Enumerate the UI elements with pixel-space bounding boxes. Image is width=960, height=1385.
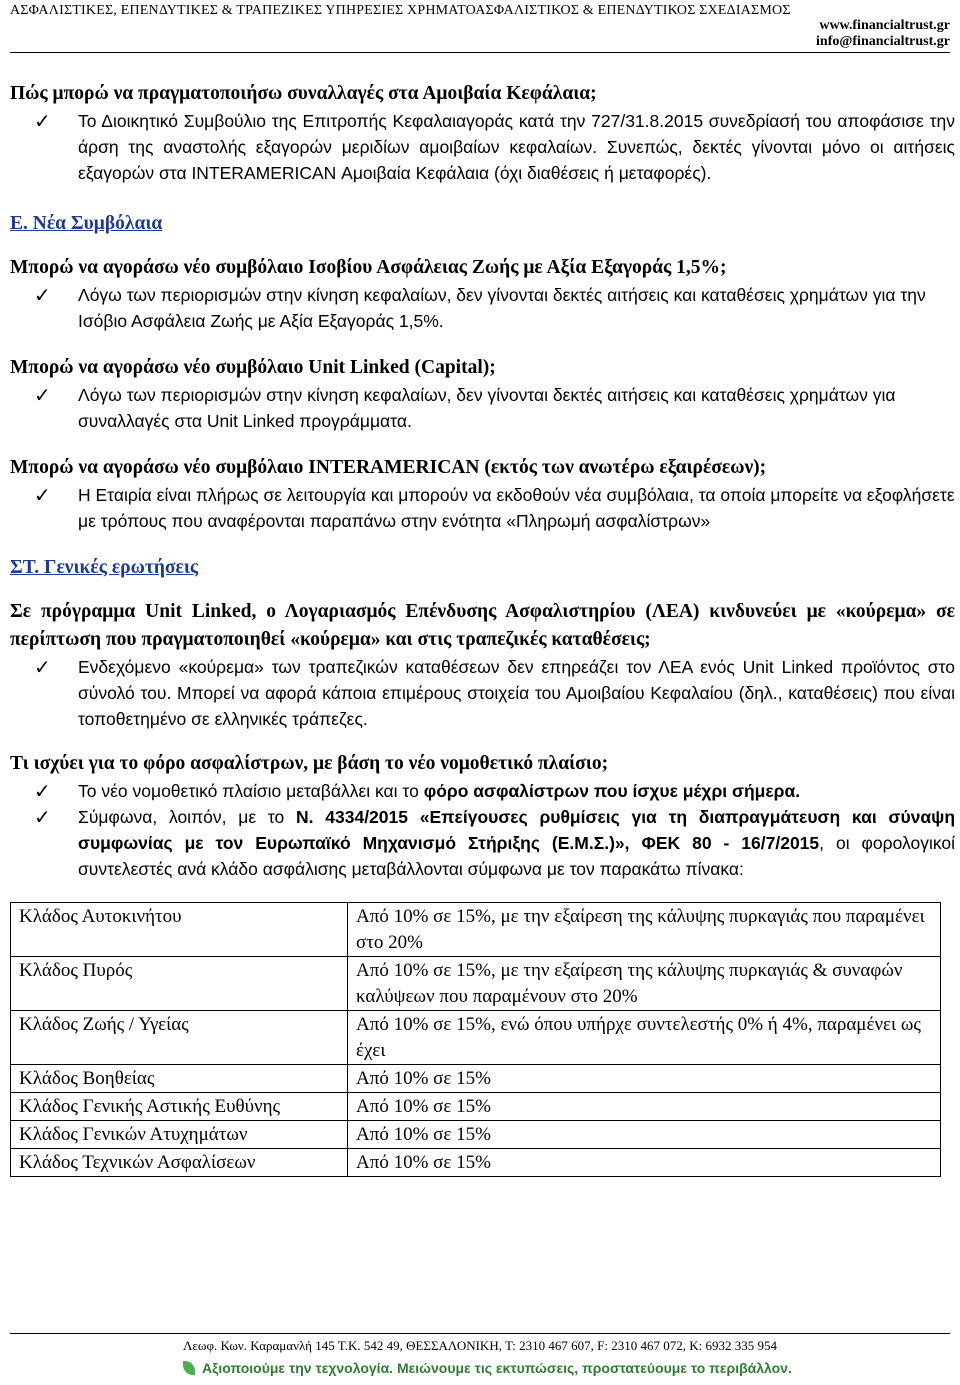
- answer-haircut: ✓ Ενδεχόμενο «κούρεμα» των τραπεζικών καταθέσεων δεν επηρεάζει τον ΛΕΑ ενός Unit Linked προϊόντος στο σύνολό του. Μπορεί να αφορά κάποια επιμέρους στοιχεία του Αμοιβαίου Κεφαλαίου (δηλ., καταθέσεις) που είναι τοποθετημένο σε ελληνικές τράπεζες.: [10, 654, 955, 732]
- tax-rates-table: [10, 902, 941, 1177]
- answer-unit-linked: ✓ Λόγω των περιορισμών στην κίνηση κεφαλαίων, δεν γίνονται δεκτές αιτήσεις και καταθέσεις χρημάτων για συναλλαγές στα Unit Linked προγράμματα.: [10, 382, 955, 434]
- branch-cell: Κλάδος Γενικής Αστικής Ευθύνης: [11, 1093, 348, 1121]
- rate-cell: Από 10% σε 15%, με την εξαίρεση της κάλυψης πυρκαγιάς & συναφών καλύψεων που παραμένουν στο 20%: [348, 957, 941, 1011]
- branch-cell: Κλάδος Βοηθείας: [11, 1065, 348, 1093]
- law-reference: Ν. 4334/2015 «Επείγουσες ρυθμίσεις για τη διαπραγμάτευση και σύναψη συμφωνίας με τον Ευρωπαϊκό Μηχανισμό Στήριξης (Ε.Μ.Σ.)», ΦΕΚ 80 - 16/7/2015: [78, 807, 956, 853]
- header-divider: [10, 52, 950, 53]
- footer-divider: [10, 1333, 950, 1334]
- answer-text: Σύμφωνα, λοιπόν, με το: [78, 807, 297, 827]
- rate-cell: Από 10% σε 15%: [348, 1065, 941, 1093]
- table-row: [11, 957, 941, 1011]
- question-mutual-funds: Πώς μπορώ να πραγματοποιήσω συναλλαγές στα Αμοιβαία Κεφάλαια;: [10, 83, 597, 104]
- rate-cell: Από 10% σε 15%, ενώ όπου υπήρχε συντελεστής 0% ή 4%, παραμένει ως έχει: [348, 1011, 941, 1065]
- question-premium-tax: Τι ισχύει για το φόρο ασφαλίστρων, με βάση το νέο νομοθετικό πλαίσιο;: [10, 753, 609, 774]
- answer-bold-text: φόρο ασφαλίστρων που ίσχυε μέχρι σήμερα.: [423, 781, 801, 801]
- answer-text: , οι φορολογικοί συντελεστές ανά κλάδο ασφάλισης μεταβάλλονται σύμφωνα με τον παρακάτω πίνακα:: [78, 833, 956, 879]
- footer-slogan: Αξιοποιούμε την τεχνολογία. Μειώνουμε τις εκτυπώσεις, προστατεύουμε το περιβάλλον.: [202, 1360, 792, 1376]
- footer-address: Λεωφ. Κων. Καραμανλή 145 Τ.Κ. 542 49, ΘΕΣΣΑΛΟΝΙΚΗ, Τ: 2310 467 607, F: 2310 467 072, Κ: 6932 335 954: [183, 1338, 777, 1353]
- company-tagline: ΑΣΦΑΛΙΣΤΙΚΕΣ, ΕΠΕΝΔΥΤΙΚΕΣ & ΤΡΑΠΕΖΙΚΕΣ ΥΠΗΡΕΣΙΕΣ ΧΡΗΜΑΤΟΑΣΦΑΛΙΣΤΙΚΟΣ & ΕΠΕΝΔΥΤΙΚΟΣ ΣΧΕΔΙΑΣΜΟΣ: [10, 3, 791, 18]
- section-new-contracts: Ε. Νέα Συμβόλαια: [10, 213, 163, 234]
- rate-cell: Από 10% σε 15%: [348, 1121, 941, 1149]
- answer-premium-tax-2: [10, 804, 955, 882]
- answer-new-contract: ✓ Η Εταιρία είναι πλήρως σε λειτουργία και μπορούν να εκδοθούν νέα συμβόλαια, τα οποία μπορείτε να εξοφλήσετε με τρόπους που αναφέρονται παραπάνω στην ενότητα «Πληρωμή ασφαλίστρων»: [10, 482, 955, 534]
- branch-cell: Κλάδος Ζωής / Υγείας: [11, 1011, 348, 1065]
- branch-cell: Κλάδος Τεχνικών Ασφαλίσεων: [11, 1149, 348, 1177]
- table-row: [11, 1093, 941, 1121]
- email-link[interactable]: info@financialtrust.gr: [816, 34, 950, 49]
- rate-cell: Από 10% σε 15%, με την εξαίρεση της κάλυψης πυρκαγιάς που παραμένει στο 20%: [348, 903, 941, 957]
- table-row: [11, 1011, 941, 1065]
- answer-mutual-funds: ✓ Το Διοικητικό Συμβούλιο της Επιτροπής Κεφαλαιαγοράς κατά την 727/31.8.2015 συνεδρίασή του αποφάσισε την άρση της αναστολής εξαγορών μεριδίων αμοιβαίων κεφαλαίων. Συνεπώς, δεκτές γίνονται μόνο οι αιτήσεις εξαγορών στα INTERAMERICAN Αμοιβαία Κεφάλαια (όχι διαθέσεις ή μεταφορές).: [10, 108, 955, 186]
- section-general-questions: ΣΤ. Γενικές ερωτήσεις: [10, 557, 199, 578]
- question-life-insurance: Μπορώ να αγοράσω νέο συμβόλαιο Ισοβίου Ασφάλειας Ζωής με Αξία Εξαγοράς 1,5%;: [10, 257, 727, 278]
- page-header: [10, 3, 950, 50]
- answer-premium-tax-1: [10, 778, 955, 804]
- document-body: [10, 80, 955, 1177]
- rate-cell: Από 10% σε 15%: [348, 1093, 941, 1121]
- table-row: [11, 903, 941, 957]
- question-haircut: Σε πρόγραμμα Unit Linked, ο Λογαριασμός Επένδυσης Ασφαλιστηρίου (ΛΕΑ) κινδυνεύει με «κούρεμα» σε περίπτωση που πραγματοποιηθεί «κούρεμα» και στις τραπεζικές καταθέσεις;: [10, 601, 955, 650]
- tax-table-body: [11, 903, 941, 1177]
- answer-text: Το νέο νομοθετικό πλαίσιο μεταβάλλει και το: [78, 781, 424, 801]
- question-unit-linked: Μπορώ να αγοράσω νέο συμβόλαιο Unit Linked (Capital);: [10, 357, 496, 378]
- table-row: [11, 1121, 941, 1149]
- table-row: [11, 1065, 941, 1093]
- website-link[interactable]: www.financialtrust.gr: [819, 18, 950, 33]
- branch-cell: Κλάδος Αυτοκινήτου: [11, 903, 348, 957]
- rate-cell: Από 10% σε 15%: [348, 1149, 941, 1177]
- branch-cell: Κλάδος Γενικών Ατυχημάτων: [11, 1121, 348, 1149]
- question-new-contract: Μπορώ να αγοράσω νέο συμβόλαιο INTERAMERICAN (εκτός των ανωτέρω εξαιρέσεων);: [10, 457, 767, 478]
- table-row: [11, 1149, 941, 1177]
- answer-life-insurance: ✓ Λόγω των περιορισμών στην κίνηση κεφαλαίων, δεν γίνονται δεκτές αιτήσεις και καταθέσεις χρημάτων για την Ισόβιο Ασφάλεια Ζωής με Αξία Εξαγοράς 1,5%.: [10, 282, 955, 334]
- branch-cell: Κλάδος Πυρός: [11, 957, 348, 1011]
